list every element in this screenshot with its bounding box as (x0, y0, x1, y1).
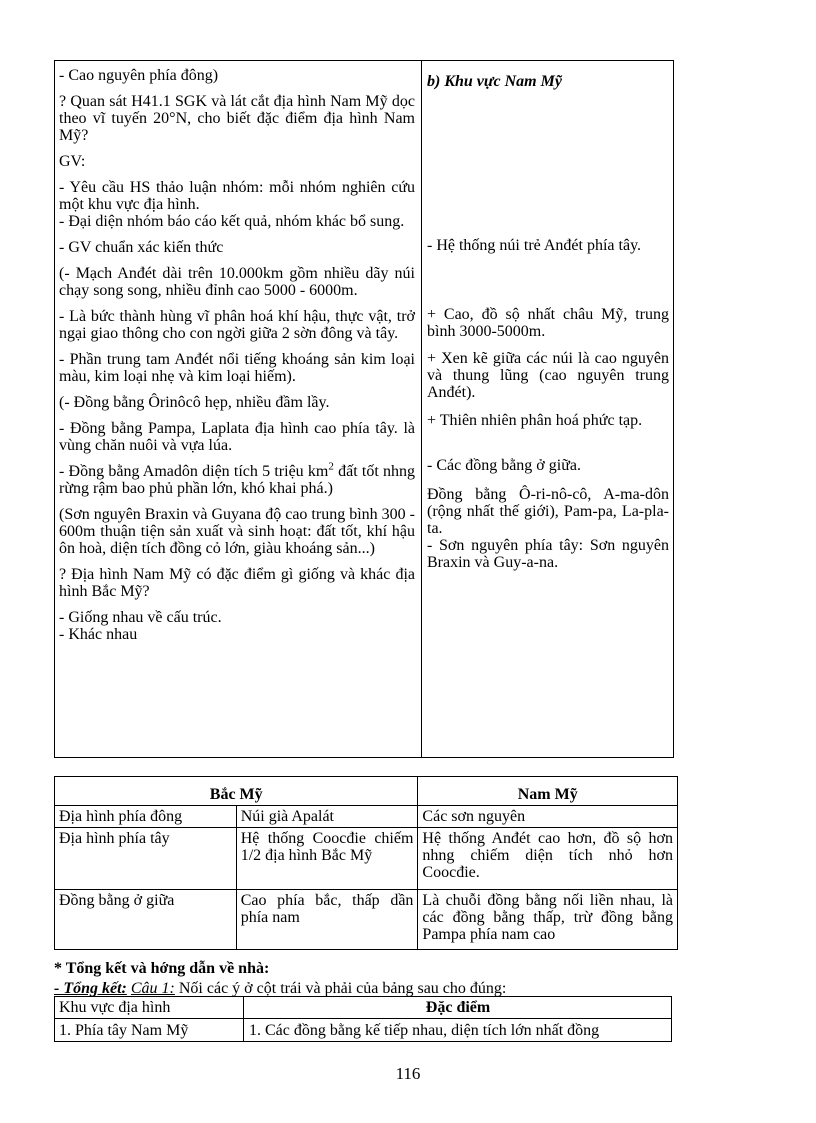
table-header: Khu vực địa hình (59, 999, 171, 1016)
content-item: - Hệ thống núi trẻ Anđét phía tây. (427, 237, 642, 254)
header-north-america: Bắc Mỹ (55, 777, 418, 806)
question: ? Quan sát H41.1 SGK và lát cắt địa hình Nam Mỹ dọc theo vĩ tuyến 20°N, cho biết đặc điểm địa hình Nam Mỹ? (59, 93, 415, 144)
content-item: + Cao, đồ sộ nhất châu Mỹ, trung bình 3000-5000m. (427, 306, 669, 340)
table-cell: Hệ thống Anđét cao hơn, đồ sộ hơn nhng chiếm diện tích nhỏ hơn Coocđie. (418, 828, 678, 890)
table-cell: Địa hình phía tây (55, 828, 237, 890)
instruction-text: Nối các ý ở cột trái và phải của bảng sau cho đúng: (174, 980, 507, 997)
row-divider (55, 1018, 671, 1019)
summary-instruction (54, 980, 678, 997)
question-label: Câu 1: (130, 980, 175, 997)
text-line: - Là bức thành hùng vĩ phân hoá khí hậu, thực vật, trở ngại giao thông cho con ngời giữa 2 sờn đông và tây. (59, 308, 415, 342)
column-divider (421, 61, 422, 757)
text-line: - Đại diện nhóm báo cáo kết quả, nhóm khác bổ sung. (59, 213, 405, 230)
table-cell: Địa hình phía đông (55, 806, 237, 828)
summary-heading: * Tổng kết và hớng dẫn về nhà: (54, 960, 270, 977)
table-row (55, 890, 678, 950)
table-cell: Cao phía bắc, thấp dần phía nam (236, 890, 418, 950)
table-cell: 1. Phía tây Nam Mỹ (59, 1022, 189, 1039)
text-line: (- Mạch Anđét dài trên 10.000km gồm nhiều dãy núi chạy song song, nhiều đỉnh cao 5000 - 6000m. (59, 265, 415, 299)
text-line: - Cao nguyên phía đông) (59, 67, 219, 84)
header-south-america: Nam Mỹ (418, 777, 678, 806)
table-cell: Đồng bằng ở giữa (55, 890, 237, 950)
text-part: - Đồng bằng Amadôn diện tích 5 triệu km (59, 463, 329, 480)
content-item: + Xen kẽ giữa các núi là cao nguyên và thung lũng (cao nguyên trung Anđét). (427, 350, 669, 401)
text-line: - Đồng bằng Pampa, Laplata địa hình cao phía tây. là vùng chăn nuôi và vựa lúa. (59, 420, 415, 454)
question: ? Địa hình Nam Mỹ có đặc điểm gì giống và khác địa hình Bắc Mỹ? (59, 566, 415, 600)
table-cell: Núi già Apalát (236, 806, 418, 828)
table-cell: 1. Các đồng bằng kế tiếp nhau, diện tích lớn nhất đồng (249, 1022, 600, 1039)
text-line (59, 460, 416, 497)
matching-table (54, 996, 672, 1042)
summary-section (54, 960, 678, 997)
superscript: 2 (328, 460, 334, 473)
text-line: GV: (59, 153, 86, 170)
content-item: + Thiên nhiên phân hoá phức tạp. (427, 412, 643, 429)
content-column (427, 67, 669, 747)
content-item: - Các đồng bằng ở giữa. (427, 457, 581, 474)
page-number: 116 (395, 1064, 421, 1083)
text-line: - Khác nhau (59, 626, 138, 643)
table-cell: Hệ thống Coocđie chiếm 1/2 địa hình Bắc Mỹ (236, 828, 418, 890)
comparison-table (54, 776, 678, 950)
table-row (55, 806, 678, 828)
table-row (55, 828, 678, 890)
activity-column (59, 67, 415, 643)
content-item: Đồng bằng Ô-ri-nô-cô, A-ma-dôn (rộng nhất thế giới), Pam-pa, La-pla-ta. (427, 486, 669, 537)
table-header-row (55, 777, 678, 806)
table-cell: Là chuỗi đồng bằng nối liền nhau, là các đồng bằng thấp, trừ đồng bằng Pampa phía nam cao (418, 890, 678, 950)
section-heading: b) Khu vực Nam Mỹ (427, 73, 562, 90)
text-line: (- Đồng bằng Ôrinôcô hẹp, nhiều đầm lầy. (59, 394, 330, 411)
table-cell: Các sơn nguyên (418, 806, 678, 828)
text-line: - GV chuẩn xác kiến thức (59, 239, 224, 256)
text-line: - Yêu cầu HS thảo luận nhóm: mỗi nhóm nghiên cứu một khu vực địa hình. (59, 179, 415, 213)
text-line: - Giống nhau về cấu trúc. (59, 609, 222, 626)
content-item: - Sơn nguyên phía tây: Sơn nguyên Braxin và Guy-a-na. (427, 537, 669, 571)
summary-label: - Tổng kết: (54, 980, 127, 997)
text-line: - Phần trung tam Anđét nổi tiếng khoáng sản kim loại màu, kim loại nhẹ và kim loại hiếm). (59, 351, 415, 385)
lesson-table (54, 60, 674, 758)
text-part: đất tốt nhng rừng rậm bao phủ phần lớn, khó khai phá.) (59, 463, 416, 497)
text-line: (Sơn nguyên Braxin và Guyana độ cao trung bình 300 - 600m thuận tiện sản xuất và sinh hoạt: đất tốt, khí hậu ôn hoà, diện tích đồng cỏ lớn, giàu khoáng sản...) (59, 506, 415, 557)
table-header: Đặc điểm (425, 999, 491, 1016)
